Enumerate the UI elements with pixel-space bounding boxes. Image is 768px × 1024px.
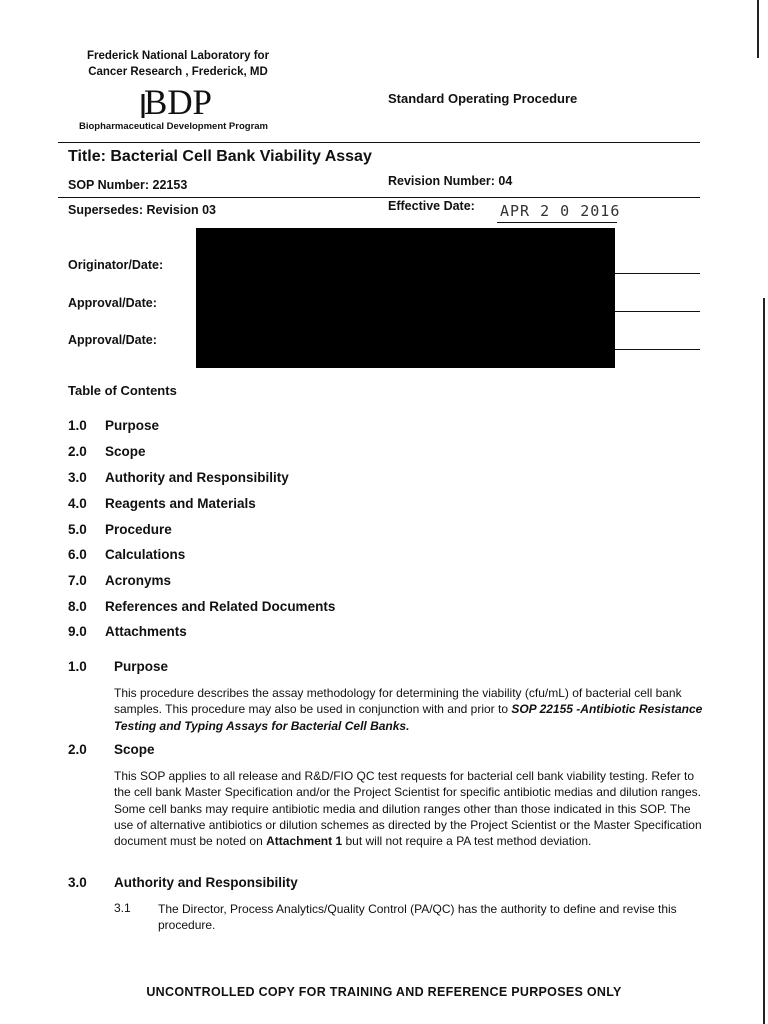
document-title: Title: Bacterial Cell Bank Viability Assay	[68, 148, 372, 165]
toc-item-label: Procedure	[105, 522, 172, 537]
org-name-line2: Cancer Research , Frederick, MD	[88, 66, 268, 78]
toc-item-calculations	[68, 547, 185, 562]
scope-attachment-ref: Attachment 1	[266, 834, 343, 849]
effective-date-value: APR 2 0 2016	[500, 202, 621, 220]
revision-number: Revision Number: 04	[388, 174, 513, 188]
purpose-text: This procedure describes the assay methodology for determining the viability (cfu/mL) of bacterial cell bank samples. This procedure may also be used in conjunction with and prior to	[114, 686, 682, 717]
toc-heading: Table of Contents	[68, 383, 177, 398]
section-number: 3.0	[68, 875, 87, 890]
toc-item-label: Authority and Responsibility	[105, 470, 289, 485]
toc-item-label: References and Related Documents	[105, 599, 336, 614]
org-name-line1: Frederick National Laboratory for	[86, 50, 270, 62]
scope-text-end: but will not require a PA test method deviation.	[345, 834, 592, 849]
authority-paragraph: The Director, Process Analytics/Quality Control (PA/QC) has the authority to define and revise this procedure.	[158, 902, 677, 933]
header-rule	[58, 142, 700, 143]
purpose-sop-reference: SOP 22155 -Antibiotic Resistance Testing and Typing Assays for Bacterial Cell Banks.	[114, 702, 703, 733]
toc-item-number: 7.0	[68, 573, 87, 588]
toc-item-number: 9.0	[68, 624, 87, 639]
toc-item-attachments	[68, 624, 187, 639]
uncontrolled-copy-footer: UNCONTROLLED COPY FOR TRAINING AND REFERENCE PURPOSES ONLY	[146, 985, 622, 999]
redacted-signatures	[196, 228, 615, 368]
approval-date-label-2: Approval/Date:	[68, 333, 157, 347]
toc-item-label: Acronyms	[105, 573, 172, 588]
section-title: Purpose	[114, 659, 169, 674]
toc-item-number: 4.0	[68, 496, 87, 511]
supersedes: Supersedes: Revision 03	[68, 203, 216, 217]
toc-item-label: Scope	[105, 444, 146, 459]
toc-item-label: Calculations	[105, 547, 186, 562]
toc-item-number: 2.0	[68, 444, 87, 459]
toc-item-label: Purpose	[105, 418, 160, 433]
toc-item-number: 8.0	[68, 599, 87, 614]
toc-item-references	[68, 599, 335, 614]
section-heading-scope	[68, 742, 155, 757]
section-heading-purpose	[68, 659, 168, 674]
subsection-number: 3.1	[114, 901, 131, 915]
toc-item-number: 1.0	[68, 418, 87, 433]
section-number: 1.0	[68, 659, 87, 674]
sop-number: SOP Number: 22153	[68, 178, 188, 192]
toc-item-scope	[68, 444, 146, 459]
meta-rule	[58, 197, 700, 198]
document-type: Standard Operating Procedure	[388, 91, 578, 106]
originator-date-label: Originator/Date:	[68, 258, 164, 272]
toc-item-label: Attachments	[105, 624, 187, 639]
section-number: 2.0	[68, 742, 87, 757]
scope-paragraph	[114, 768, 704, 849]
section-title: Authority and Responsibility	[114, 875, 298, 890]
effective-date-label: Effective Date:	[388, 199, 475, 213]
purpose-paragraph	[114, 685, 704, 734]
toc-item-procedure	[68, 522, 172, 537]
toc-item-label: Reagents and Materials	[105, 496, 256, 511]
toc-item-number: 3.0	[68, 470, 87, 485]
program-name: Biopharmaceutical Development Program	[79, 121, 268, 132]
scan-edge-mark-top	[757, 0, 759, 58]
toc-item-purpose	[68, 418, 159, 433]
section-title: Scope	[114, 742, 155, 757]
toc-item-authority	[68, 470, 289, 485]
toc-item-number: 5.0	[68, 522, 87, 537]
toc-item-reagents	[68, 496, 256, 511]
scan-edge-mark-bottom	[763, 298, 765, 1024]
approval-date-label-1: Approval/Date:	[68, 296, 157, 310]
section-heading-authority	[68, 875, 298, 890]
scope-text: This SOP applies to all release and R&D/FIO QC test requests for bacterial cell bank viability testing. Refer to the cell bank Master Specification and/or the Project Scientist for specific antibiotic medias and dilution ranges. Some cell banks may require antibiotic media and dilution ranges other than those indicated in this SOP. The use of alternative antibiotics or dilution schemes as directed by the Project Scientist or the Master Specification document must be noted on	[114, 769, 702, 849]
toc-item-acronyms	[68, 573, 171, 588]
effective-date-underline	[497, 222, 617, 223]
bdp-logo	[140, 80, 220, 120]
toc-item-number: 6.0	[68, 547, 87, 562]
bdp-logo-text: BDP	[144, 82, 212, 120]
